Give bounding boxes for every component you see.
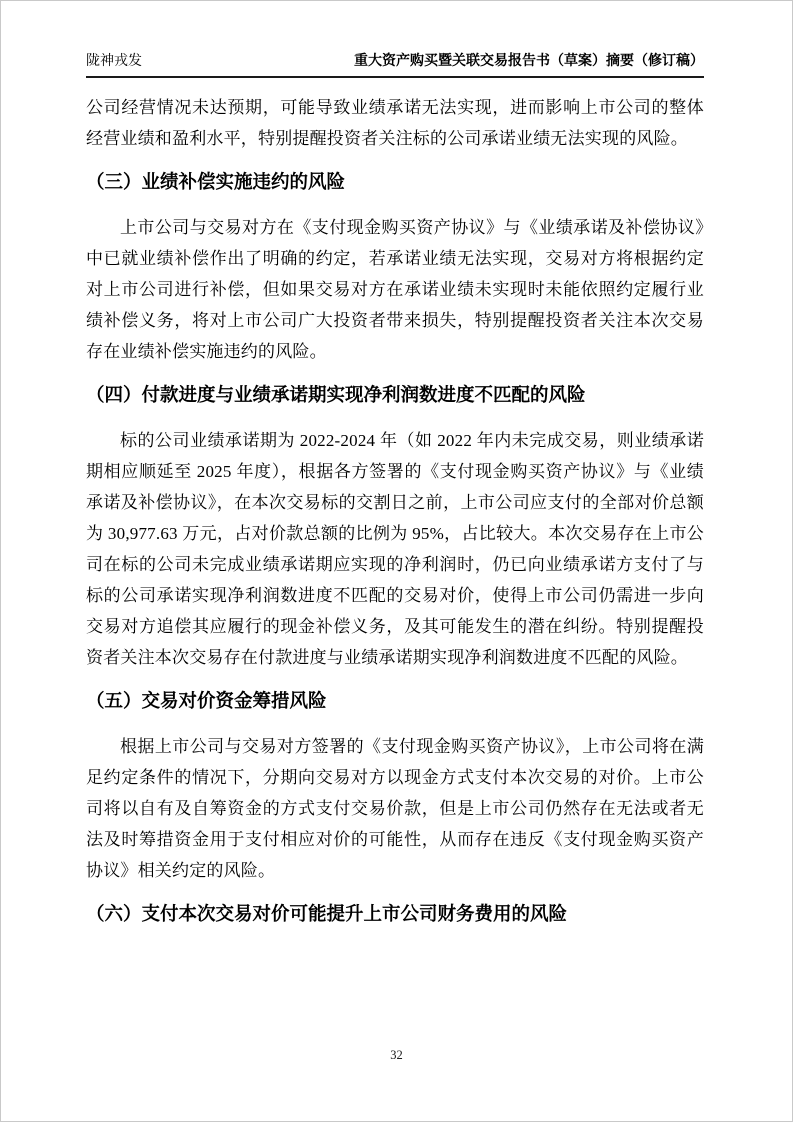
section-heading-5: （五）交易对价资金筹措风险 [86, 690, 327, 711]
section-paragraph-3: 上市公司与交易对方在《支付现金购买资产协议》与《业绩承诺及补偿协议》中已就业绩补偿作出了明确的约定，若承诺业绩无法实现，交易对方将根据约定对上市公司进行补偿，但如果交易对方在承诺业绩未实现时未能依照约定履行业绩补偿义务，将对上市公司广大投资者带来损失，特别提醒投资者关注本次交易存在业绩补偿实施违约的风险。 [86, 218, 704, 361]
page-header [86, 1, 704, 78]
page-number: 32 [390, 1048, 403, 1062]
header-left-title: 陇神戎发 [86, 54, 142, 69]
document-body [86, 92, 704, 926]
section-heading-4: （四）付款进度与业绩承诺期实现净利润数进度不匹配的风险 [86, 384, 586, 405]
section-heading-6: （六）支付本次交易对价可能提升上市公司财务费用的风险 [86, 903, 568, 924]
header-right-title: 重大资产购买暨关联交易报告书（草案）摘要（修订稿） [354, 54, 704, 69]
page-footer [1, 1048, 792, 1063]
section-heading-3: （三）业绩补偿实施违约的风险 [86, 171, 346, 192]
intro-paragraph: 公司经营情况未达预期，可能导致业绩承诺无法实现，进而影响上市公司的整体经营业绩和盈利水平，特别提醒投资者关注标的公司承诺业绩无法实现的风险。 [86, 98, 704, 148]
section-paragraph-5: 根据上市公司与交易对方签署的《支付现金购买资产协议》，上市公司将在满足约定条件的情况下，分期向交易对方以现金方式支付本次交易的对价。上市公司将以自有及自筹资金的方式支付交易价款，但是上市公司仍然存在无法或者无法及时筹措资金用于支付相应对价的可能性，从而存在违反《支付现金购买资产协议》相关约定的风险。 [86, 737, 704, 880]
section-paragraph-4: 标的公司业绩承诺期为 2022-2024 年（如 2022 年内未完成交易，则业绩承诺期相应顺延至 2025 年度），根据各方签署的《支付现金购买资产协议》与《业绩承诺及补偿协议》，在本次交易标的交割日之前，上市公司应支付的全部对价总额为 30,977.63 万元，占对价款总额的比例为 95%，占比较大。本次交易存在上市公司在标的公司未完成业绩承诺期应实现的净利润时，仍已向业绩承诺方支付了与标的公司承诺实现净利润数进度不匹配的交易对价，使得上市公司仍需进一步向交易对方追偿其应履行的现金补偿义务，及其可能发生的潜在纠纷。特别提醒投资者关注本次交易存在付款进度与业绩承诺期实现净利润数进度不匹配的风险。 [86, 431, 704, 667]
